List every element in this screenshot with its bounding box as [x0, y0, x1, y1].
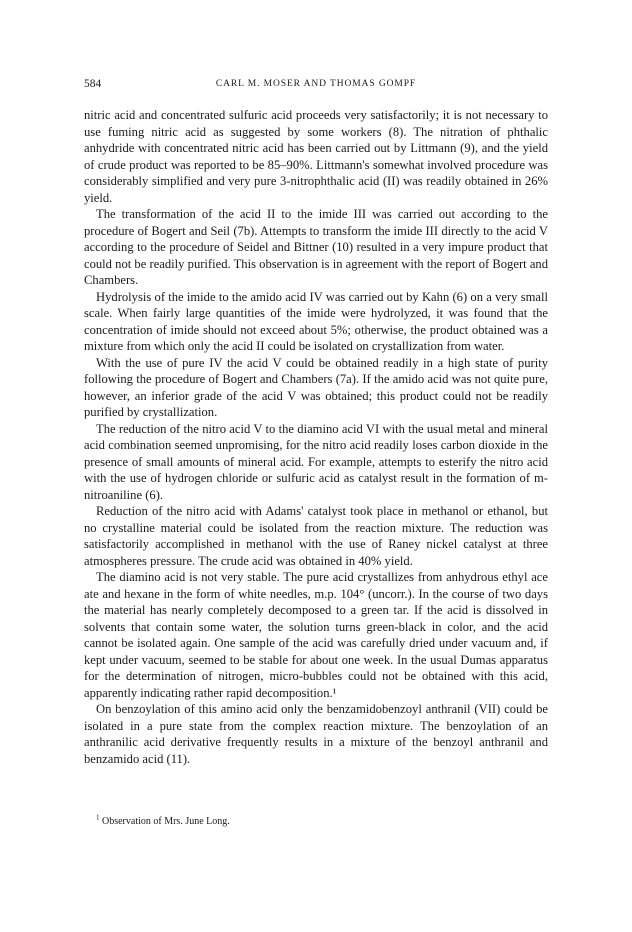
paragraph: The reduction of the nitro acid V to the diamino acid VI with the usual metal and mineral acid combination seemed unpromising, for the nitro acid readily loses carbon dioxide in the presence of small amounts of mineral acid. For example, attempts to esterify the nitro acid with the use of hydrogen chloride or sulfuric acid as catalyst result in the formation of m-nitroaniline (6). — [84, 421, 548, 502]
paragraph: Reduction of the nitro acid with Adams' catalyst took place in methanol or ethanol, but no crystalline material could be isolated from the reaction mixture. The reduction was satisfactorily accomplished in methanol with the use of Raney nickel catalyst at three atmospheres pressure. The crude acid was obtained in 40% yield. — [84, 504, 548, 568]
page-number: 584 — [84, 78, 102, 90]
body-text — [84, 107, 548, 767]
paragraph: The transformation of the acid II to the imide III was carried out according to the procedure of Bogert and Seil (7b). Attempts to transform the imide III directly to the acid V according to the procedure of Seidel and Bittner (10) resulted in a very impure product that could not be readily purified. This observation is in agreement with the report of Bogert and Chambers. — [84, 207, 548, 287]
paragraph: Hydrolysis of the imide to the amido acid IV was carried out by Kahn (6) on a very small scale. When fairly large quantities of the imide were hydrolyzed, it was found that the concentration of imide should not exceed about 5%; otherwise, the product obtained was a mixture from which only the acid II could be isolated on crystallization from water. — [84, 289, 548, 353]
running-head: CARL M. MOSER AND THOMAS GOMPF — [215, 79, 417, 89]
paragraph: With the use of pure IV the acid V could be obtained readily in a high state of purity following the procedure of Bogert and Chambers (7a). If the amido acid was not quite pure, however, an inferior grade of the acid V was obtained; this product could not be readily purified by crystallization. — [84, 355, 548, 419]
footnote-text: Observation of Mrs. June Long. — [102, 816, 230, 827]
paragraph: The diamino acid is not very stable. The pure acid crystallizes from anhydrous ethyl ace ate and hexane in the form of white needles, m.p. 104° (uncorr.). In the course of two days the material has nearly completely decomposed to a green tar. If the acid is dissolved in solvents that contain some water, the solution turns green-black in color, and the acid cannot be isolated again. One sample of the acid was carefully dried under vacuum and, if kept under vacuum, seemed to be stable for about one week. In the usual Dumas apparatus for the determination of nitrogen, micro-bubbles could not be obtained with this acid, apparently indicating rather rapid decomposition.¹ — [84, 570, 548, 700]
footnote-marker: 1 — [96, 813, 100, 822]
footnote — [96, 815, 548, 829]
paragraph: nitric acid and concentrated sulfuric acid proceeds very satisfactorily; it is not necessary to use fuming nitric acid as suggested by some workers (8). The nitration of phthalic anhydride with concentrated nitric acid has been carried out by Littmann (9), and the yield of crude product was reported to be 85–90%. Littmann's somewhat involved procedure was considerably simplified and very pure 3-nitrophthalic acid (II) was readily obtained in 26% yield. — [84, 108, 548, 205]
page-header — [84, 76, 548, 92]
paragraph: On benzoylation of this amino acid only the benzamidobenzoyl anthranil (VII) could be isolated in a pure state from the complex reaction mixture. The benzoylation of an anthranilic acid derivative frequently results in a mixture of the benzoyl anthranil and benzamido acid (11). — [84, 702, 548, 766]
